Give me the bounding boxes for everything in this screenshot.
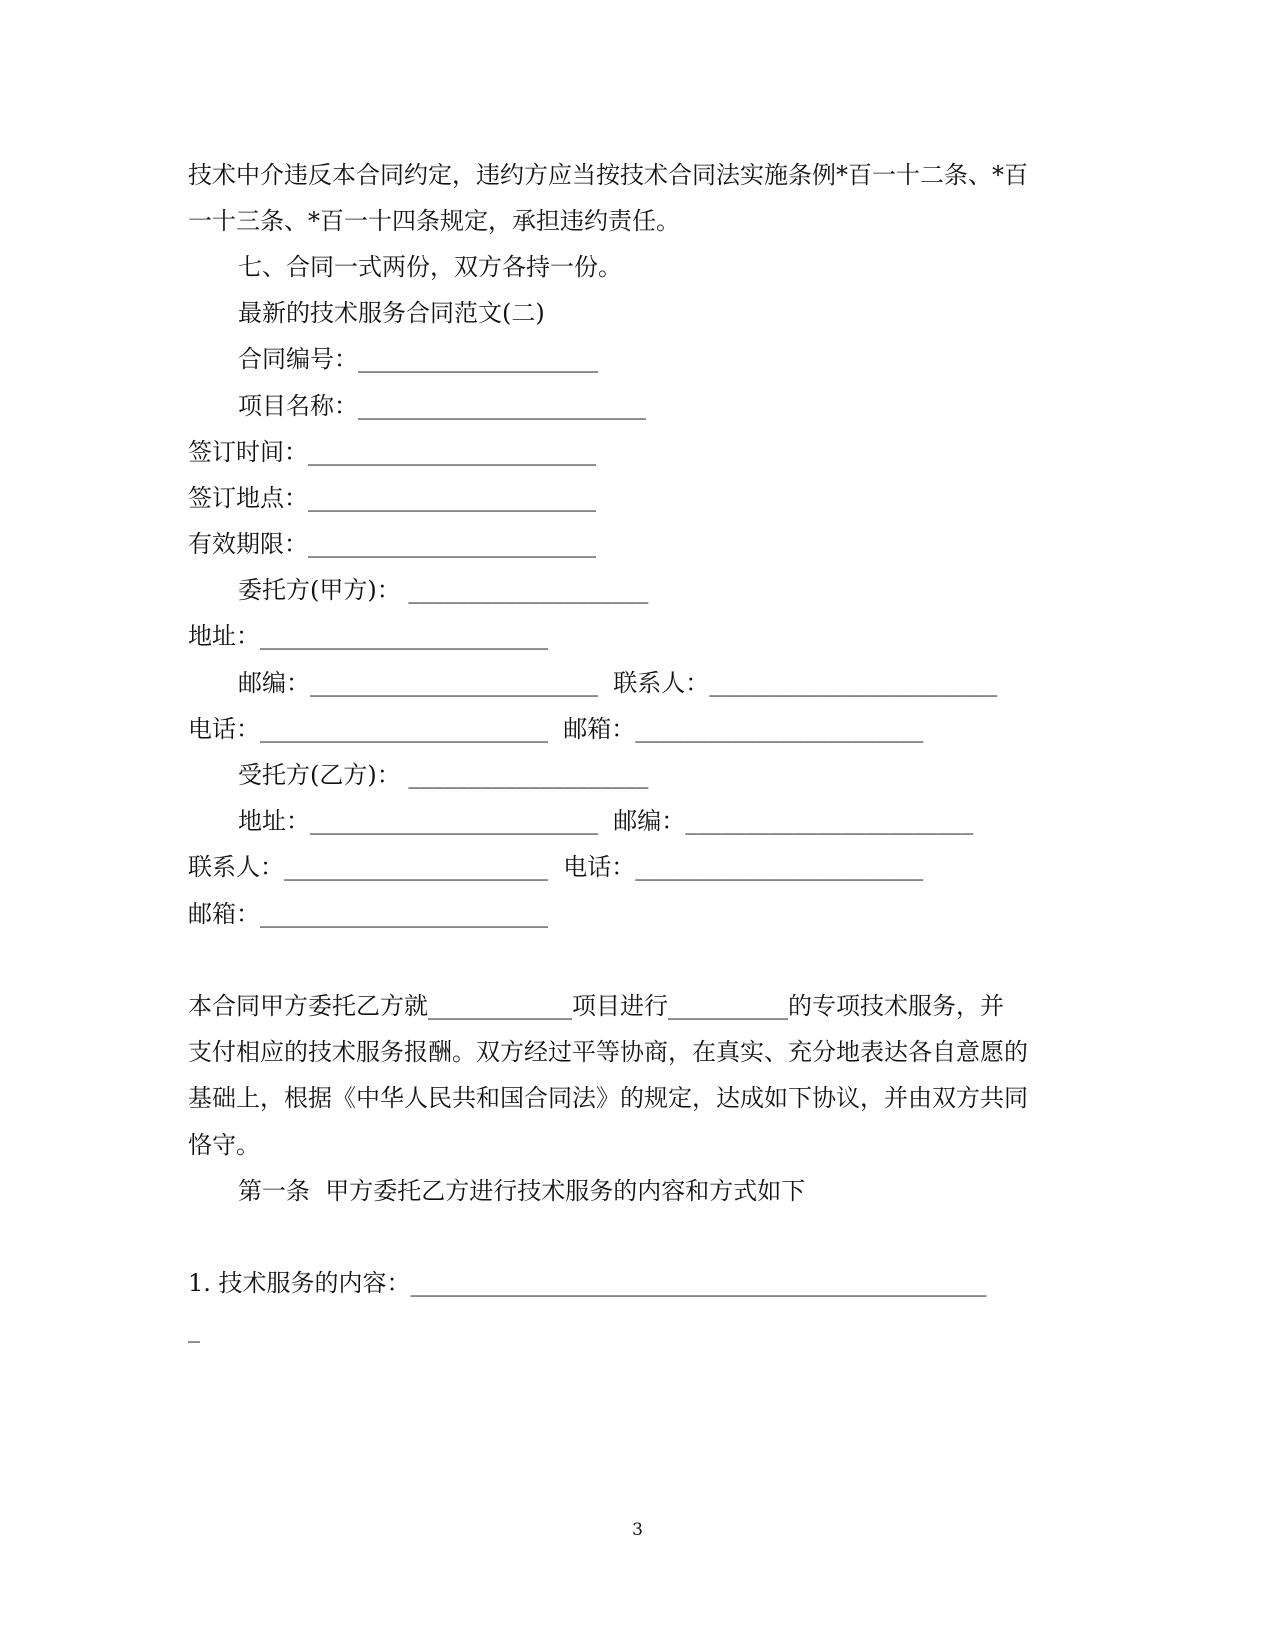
service-email-field: 邮箱：________________________ (188, 900, 548, 928)
text-line: 技术中介违反本合同约定，违约方应当按技术合同法实施条例*百一十二条、*百 (188, 161, 1028, 189)
sign-time-field: 签订时间：________________________ (188, 438, 596, 466)
client-phone-email-field: 电话：________________________ 邮箱：________________________ (188, 715, 924, 743)
article-title: 第一条 甲方委托乙方进行技术服务的内容和方式如下 (238, 1177, 806, 1205)
service-address-postcode-field: 地址：________________________ 邮编：________________________ (238, 807, 974, 835)
paragraph-line: 本合同甲方委托乙方就____________项目进行__________的专项技术服务，并 (188, 992, 1004, 1020)
paragraph-line: 恪守。 (188, 1131, 260, 1159)
continuation-underline: _ (188, 1315, 200, 1343)
service-content-field: 1. 技术服务的内容：________________________________________________ (188, 1269, 987, 1297)
text-line: 七、合同一式两份，双方各持一份。 (238, 253, 622, 281)
contract-number-field: 合同编号：____________________ (238, 345, 598, 373)
validity-period-field: 有效期限：________________________ (188, 530, 596, 558)
client-postcode-contact-field: 邮编：________________________ 联系人：________________________ (238, 669, 998, 697)
sign-location-field: 签订地点：________________________ (188, 484, 596, 512)
paragraph-line: 基础上，根据《中华人民共和国合同法》的规定，达成如下协议，并由双方共同 (188, 1084, 1028, 1112)
section-title: 最新的技术服务合同范文(二) (238, 299, 545, 327)
project-name-field: 项目名称：________________________ (238, 392, 646, 420)
paragraph-line: 支付相应的技术服务报酬。双方经过平等协商，在真实、充分地表达各自意愿的 (188, 1038, 1028, 1066)
client-party-field: 委托方(甲方)： ____________________ (238, 576, 649, 604)
page-number: 3 (632, 1520, 643, 1540)
client-address-field: 地址：________________________ (188, 622, 548, 650)
text-line: 一十三条、*百一十四条规定，承担违约责任。 (188, 207, 680, 235)
service-contact-phone-field: 联系人：______________________ 电话：________________________ (188, 853, 924, 881)
service-party-field: 受托方(乙方)： ____________________ (238, 761, 649, 789)
